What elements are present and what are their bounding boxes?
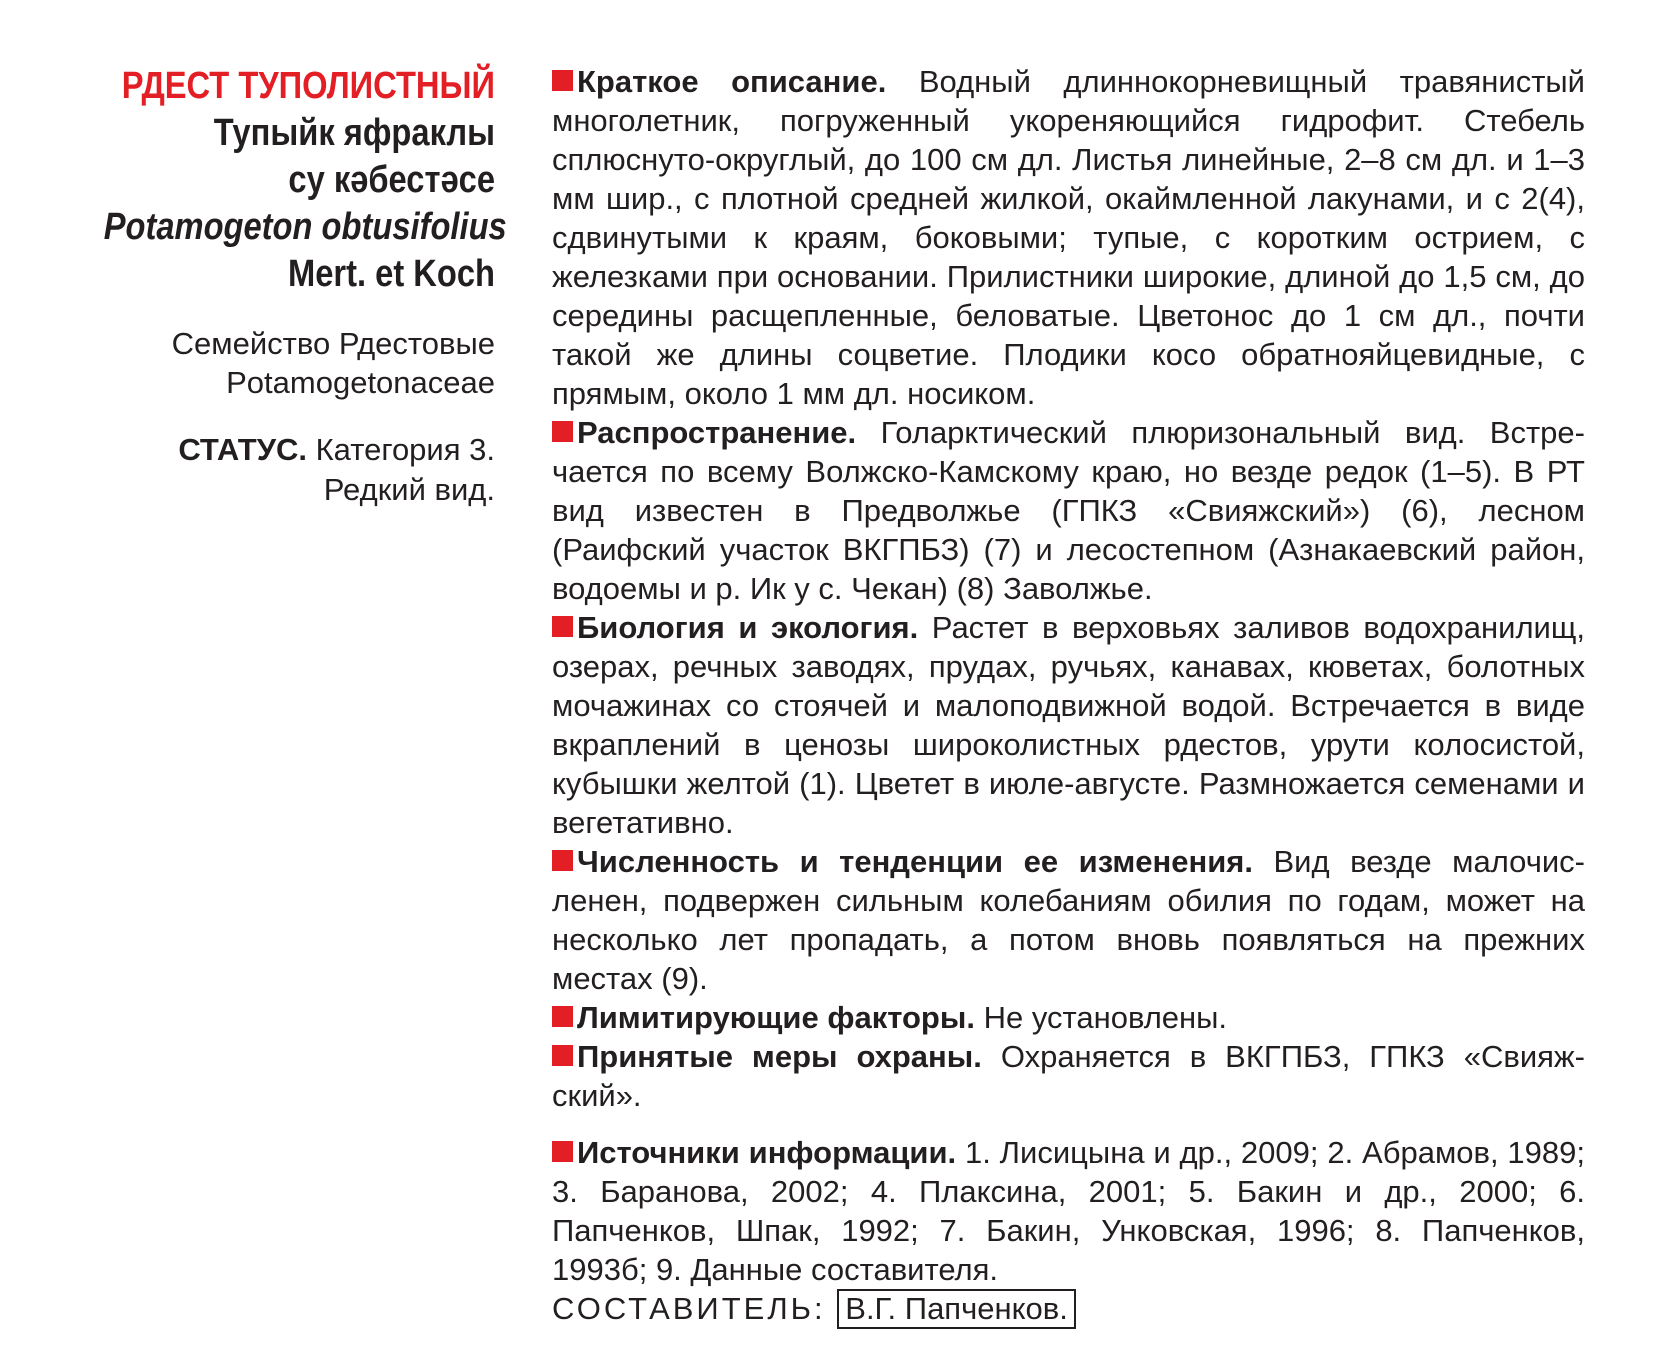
status-text: Редкий вид. (323, 472, 495, 507)
compiler-name: В.Г. Папченков. (837, 1289, 1076, 1329)
sources-text: 1. Лисицына и др., 2009; 2. Абрамов, 1989; 3. Баранова, 2002; 4. Плаксина, 2001; 5. Бакин и др., 2000; 6. Папченков, Шпак, 1992; 7. Бакин, Унковская, 1996; 8. Папченков, 1993б; 9. Данные составителя. (552, 1135, 1585, 1287)
section-heading: Лимитирующие факторы. (577, 1000, 975, 1035)
compiler-label: СОСТАВИТЕЛЬ: (552, 1291, 826, 1326)
species-name-tatar-line2: су кәбестәсе (288, 159, 495, 201)
species-name-russian: РДЕСТ ТУПОЛИСТНЫЙ (121, 65, 495, 107)
compiler-line (552, 1289, 1585, 1329)
section-sources (552, 1133, 1585, 1289)
family-russian: Семейство Рдестовые (171, 326, 495, 361)
section-biology-ecology (552, 608, 1585, 842)
section-text: Вид везде малочисленен, подвержен сильным колебаниям обилия по годам, может на несколько лет пропадать, а потом вновь появляться на прежних местах (9). (552, 844, 1585, 996)
section-limiting-factors (552, 998, 1585, 1037)
red-square-bullet-icon (552, 70, 573, 91)
family-latin: Potamogetonaceae (226, 365, 495, 400)
section-heading: Краткое описание. (577, 64, 887, 99)
red-square-bullet-icon (552, 850, 573, 871)
section-population-trends (552, 842, 1585, 998)
section-distribution (552, 413, 1585, 608)
section-text: Растет в верховьях заливов водохранилищ, озерах, речных заводях, прудах, ручьях, канавах, кюветах, болотных мочажинах со стоячей и малоподвижной водой. Встречается в виде вкраплений в ценозы широколистных рдестов, урути колосистой, кубышки желтой (1). Цветет в июле-августе. Размножается семенами и вегетативно. (552, 610, 1585, 840)
species-name-tatar-line1: Тупыйк яфраклы (213, 112, 496, 154)
red-square-bullet-icon (552, 616, 573, 637)
species-header (40, 62, 507, 510)
sources-heading: Источники информации. (577, 1135, 957, 1170)
status-block (40, 430, 495, 510)
section-protection-measures (552, 1037, 1585, 1115)
red-square-bullet-icon (552, 421, 573, 442)
status-label: СТАТУС. (178, 432, 307, 467)
family-block (40, 324, 495, 402)
red-square-bullet-icon (552, 1045, 573, 1066)
section-brief-description (552, 62, 1585, 413)
section-heading: Биология и экология. (577, 610, 919, 645)
section-text: Не установлены. (983, 1000, 1228, 1035)
status-category: Категория 3. (315, 432, 495, 467)
red-square-bullet-icon (552, 1141, 573, 1162)
section-heading: Численность и тенденции ее изменения. (577, 844, 1253, 879)
species-description (552, 62, 1585, 1329)
section-text: Охраняется в ВКГПБЗ, ГПКЗ «Свияжский». (552, 1039, 1585, 1113)
section-text: Водный длиннокорневищный травянистый многолетник, погруженный укореняющийся гидрофит. Стебель сплюснуто-округлый, до 100 см дл. Листья линейные, 2–8 см дл. и 1–3 мм шир., с плотной средней жилкой, окаймленной лакунами, и с 2(4), сдвинутыми к краям, боковыми; тупые, с коротким острием, с железками при основании. Прилистники широкие, длиной до 1,5 см, до середины расщепленные, беловатые. Цветонос до 1 см дл., почти такой же длины соцветие. Плодики косо обратнояйцевидные, с прямым, около 1 мм дл. носиком. (552, 64, 1585, 411)
species-name-latin: Potamogeton obtusifolius (103, 206, 507, 248)
section-heading: Принятые меры охраны. (577, 1039, 982, 1074)
red-square-bullet-icon (552, 1006, 573, 1027)
section-heading: Распространение. (577, 415, 857, 450)
section-text: Голарктический плюризональный вид. Встречается по всему Волжско-Камскому краю, но везде редок (1–5). В РТ вид известен в Предволжье (ГПКЗ «Свияжский») (6), лесном (Раифский участок ВКГПБЗ) (7) и лесостепном (Азнакаевский район, водоемы и р. Ик у с. Чекан) (8) Заволжье. (552, 415, 1585, 606)
species-author: Mert. et Koch (287, 253, 495, 295)
